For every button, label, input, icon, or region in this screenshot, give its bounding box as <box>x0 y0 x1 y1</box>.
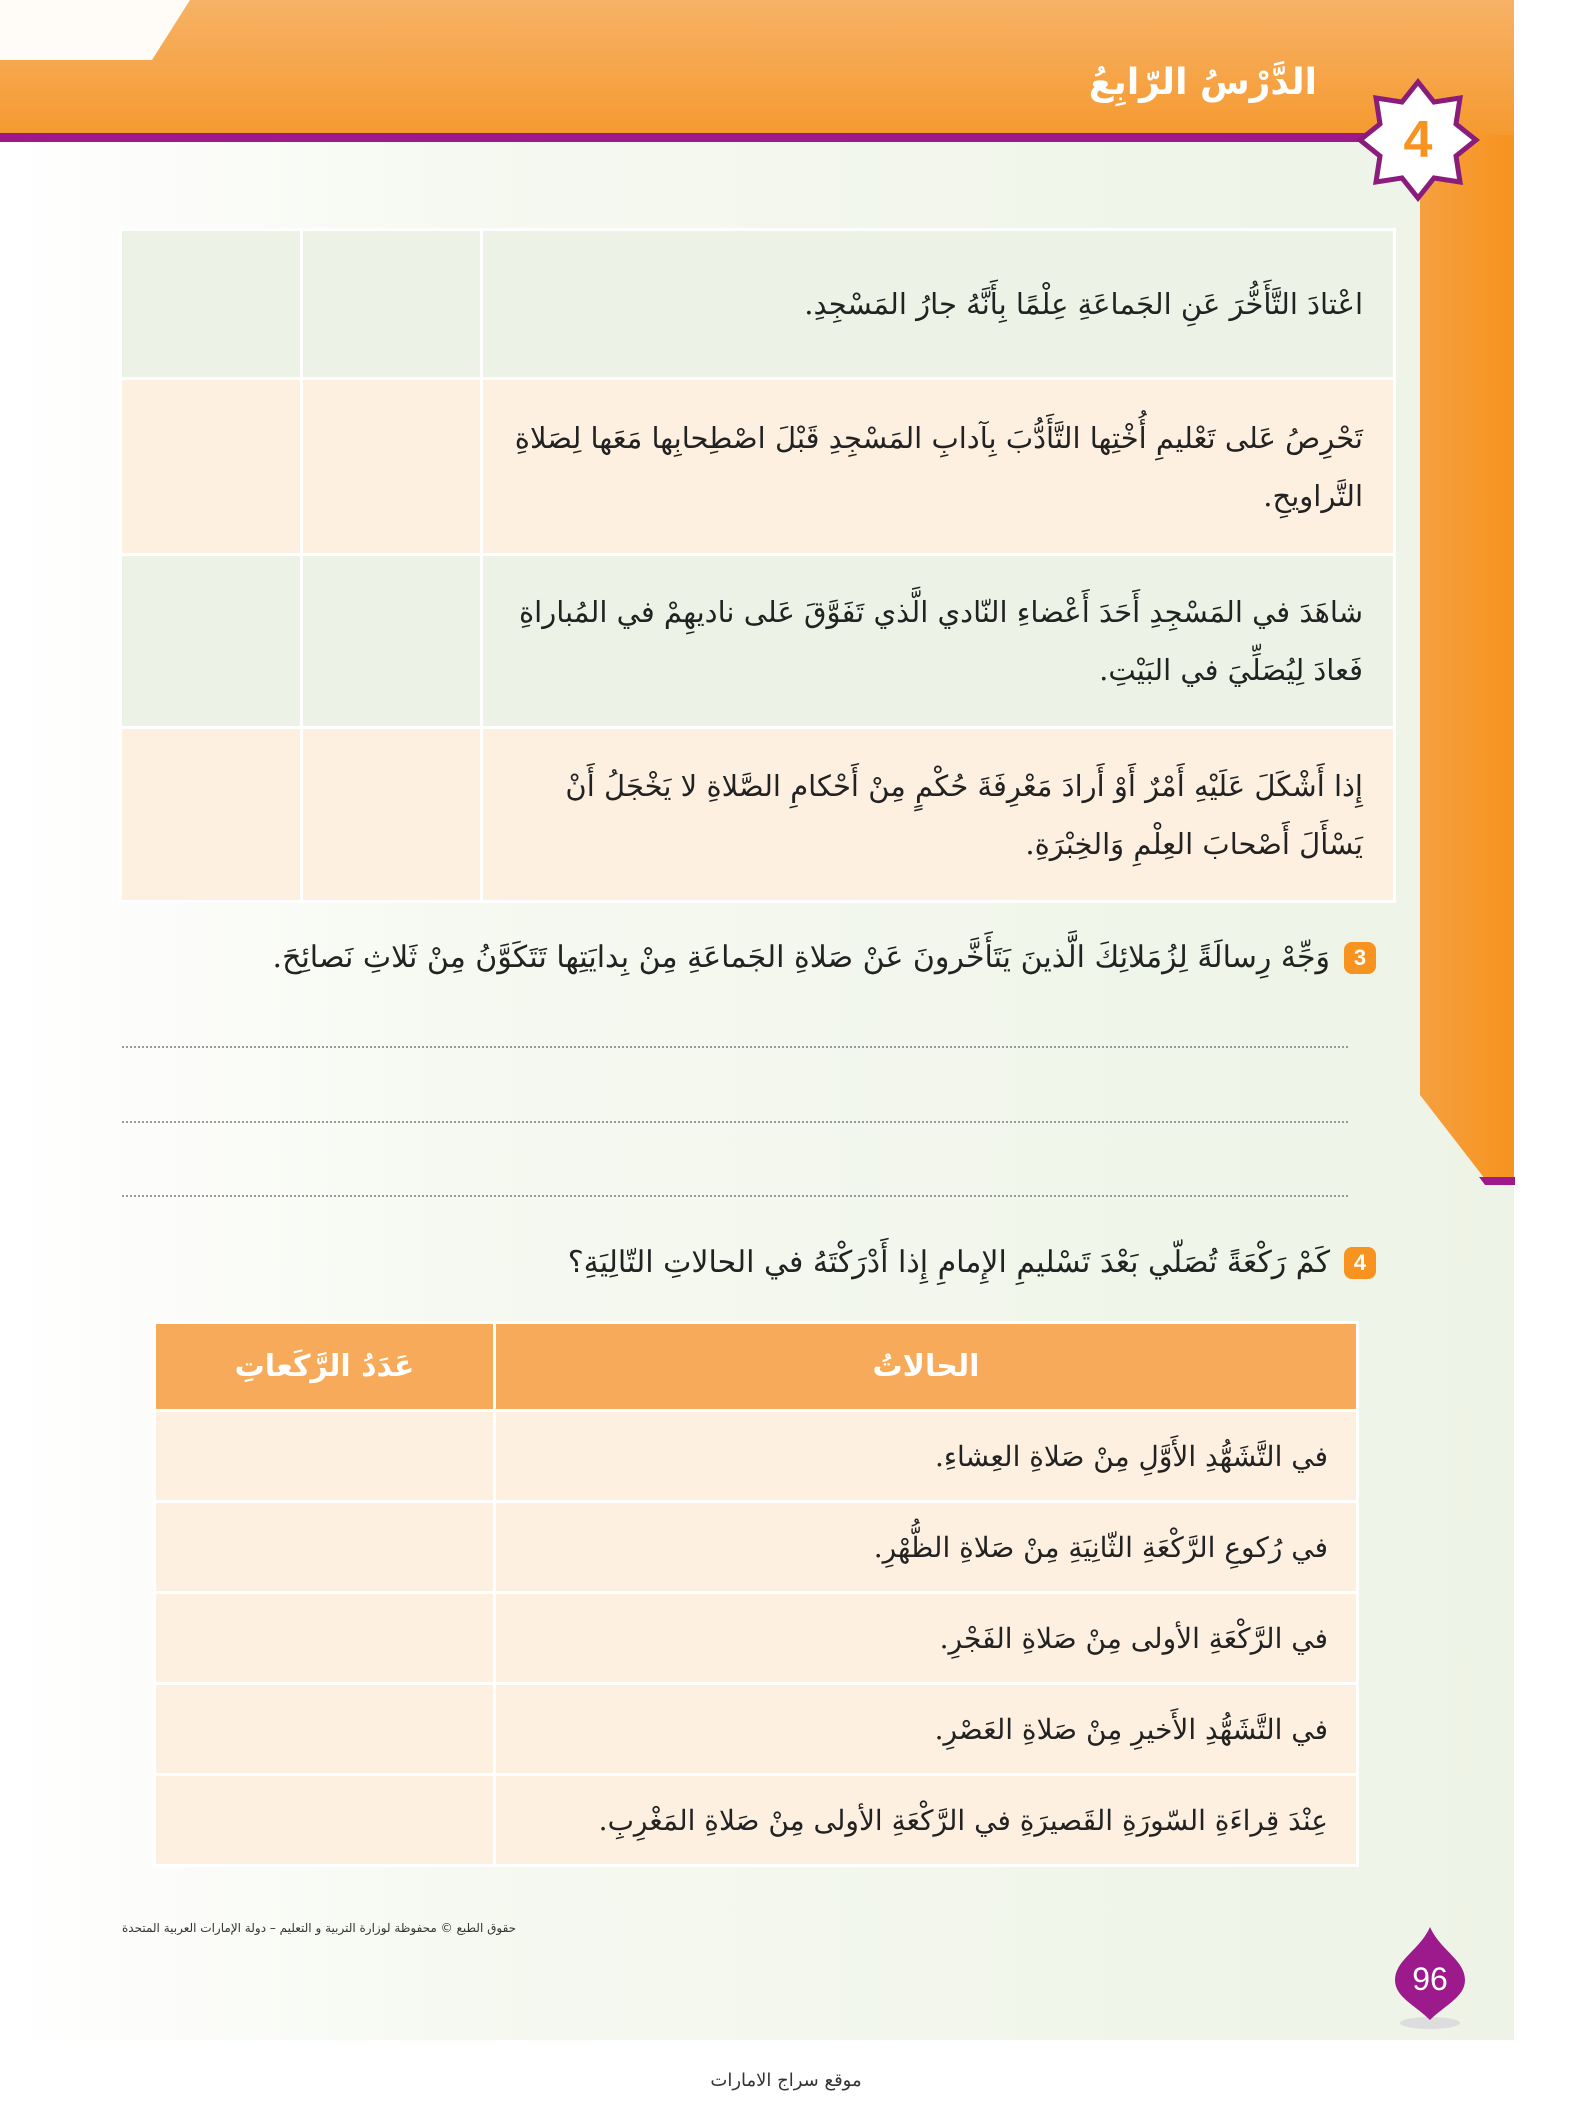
case-text: في التَّشَهُّدِ الأَخيرِ مِنْ صَلاةِ العَصْرِ. <box>495 1684 1358 1775</box>
question-text: وَجِّهْ رِسالَةً لِزُمَلائِكَ الَّذينَ يَتَأَخَّرونَ عَنْ صَلاةِ الجَماعَةِ مِنْ بِدايَتِها تَتَكَوَّنُ مِنْ ثَلاثِ نَصائِحَ. <box>272 940 1330 975</box>
side-decoration <box>1420 135 1514 1180</box>
rakaat-table <box>153 1321 1359 1867</box>
case-text: في رُكوعِ الرَّكْعَةِ الثّانِيَةِ مِنْ صَلاةِ الظُّهْرِ. <box>495 1502 1358 1593</box>
answer-cell[interactable] <box>155 1684 495 1775</box>
behaviors-table <box>119 228 1396 903</box>
lesson-number-star-icon <box>1356 78 1480 202</box>
answer-cell[interactable] <box>121 555 302 728</box>
site-name: موقع سراج الامارات <box>710 2070 862 2091</box>
answer-cell[interactable] <box>301 230 482 379</box>
behavior-text: إِذا أَشْكَلَ عَلَيْهِ أَمْرٌ أَوْ أَرادَ مَعْرِفَةَ حُكْمٍ مِنْ أَحْكامِ الصَّلاةِ لا يَخْجَلُ أَنْ يَسْأَلَ أَصْحابَ العِلْمِ وَالخِبْرَةِ. <box>482 728 1395 902</box>
copyright-note: حقوق الطبع © محفوظة لوزارة التربية و التعليم – دولة الإمارات العربية المتحدة <box>122 1921 517 1935</box>
table-row <box>155 1593 1358 1684</box>
answer-cell[interactable] <box>301 555 482 728</box>
table-row <box>121 555 1395 728</box>
case-text: في التَّشَهُّدِ الأَوَّلِ مِنْ صَلاةِ العِشاءِ. <box>495 1411 1358 1502</box>
answer-cell[interactable] <box>301 379 482 555</box>
page-number-badge <box>1385 1925 1475 2035</box>
answer-cell[interactable] <box>121 379 302 555</box>
page-number: 96 <box>1412 1961 1448 1997</box>
header-divider <box>0 133 1400 142</box>
header-count: عَدَدُ الرَّكَعاتِ <box>155 1323 495 1411</box>
table-row <box>155 1775 1358 1866</box>
table-row <box>121 728 1395 902</box>
behavior-text: تَحْرِصُ عَلى تَعْليمِ أُخْتِها التَّأَدُّبَ بِآدابِ المَسْجِدِ قَبْلَ اصْطِحابِها مَعَها لِصَلاةِ التَّراويحِ. <box>482 379 1395 555</box>
table-row <box>121 379 1395 555</box>
case-text: عِنْدَ قِراءَةِ السّورَةِ القَصيرَةِ في الرَّكْعَةِ الأولى مِنْ صَلاةِ المَغْرِبِ. <box>495 1775 1358 1866</box>
answer-cell[interactable] <box>301 728 482 902</box>
answer-cell[interactable] <box>155 1593 495 1684</box>
question-3 <box>273 940 1376 975</box>
question-4 <box>568 1245 1376 1280</box>
lesson-number: 4 <box>1403 111 1433 169</box>
lesson-title: الدَّرْسُ الرّابِعُ <box>1088 62 1317 103</box>
table-row <box>155 1684 1358 1775</box>
question-text: كَمْ رَكْعَةً تُصَلّي بَعْدَ تَسْليمِ الإِمامِ إِذا أَدْرَكْتَهُ في الحالاتِ التّالِيَةِ؟ <box>567 1245 1330 1280</box>
question-number-badge: 4 <box>1344 1247 1376 1279</box>
answer-cell[interactable] <box>121 728 302 902</box>
answer-cell[interactable] <box>121 230 302 379</box>
answer-line[interactable] <box>122 1195 1348 1197</box>
case-text: في الرَّكْعَةِ الأولى مِنْ صَلاةِ الفَجْرِ. <box>495 1593 1358 1684</box>
table-row <box>155 1502 1358 1593</box>
question-number-badge: 3 <box>1344 942 1376 974</box>
answer-cell[interactable] <box>155 1775 495 1866</box>
answer-cell[interactable] <box>155 1502 495 1593</box>
answer-cell[interactable] <box>155 1411 495 1502</box>
behavior-text: شاهَدَ في المَسْجِدِ أَحَدَ أَعْضاءِ النّادي الَّذي تَفَوَّقَ عَلى ناديهِمْ في المُباراةِ فَعادَ لِيُصَلِّيَ في البَيْتِ. <box>482 555 1395 728</box>
behavior-text: اعْتادَ التَّأَخُّرَ عَنِ الجَماعَةِ عِلْمًا بِأَنَّهُ جارُ المَسْجِدِ. <box>482 230 1395 379</box>
table-row <box>155 1411 1358 1502</box>
answer-line[interactable] <box>122 1046 1348 1048</box>
answer-line[interactable] <box>122 1121 1348 1123</box>
table-row <box>121 230 1395 379</box>
header-cases: الحالاتُ <box>495 1323 1358 1411</box>
